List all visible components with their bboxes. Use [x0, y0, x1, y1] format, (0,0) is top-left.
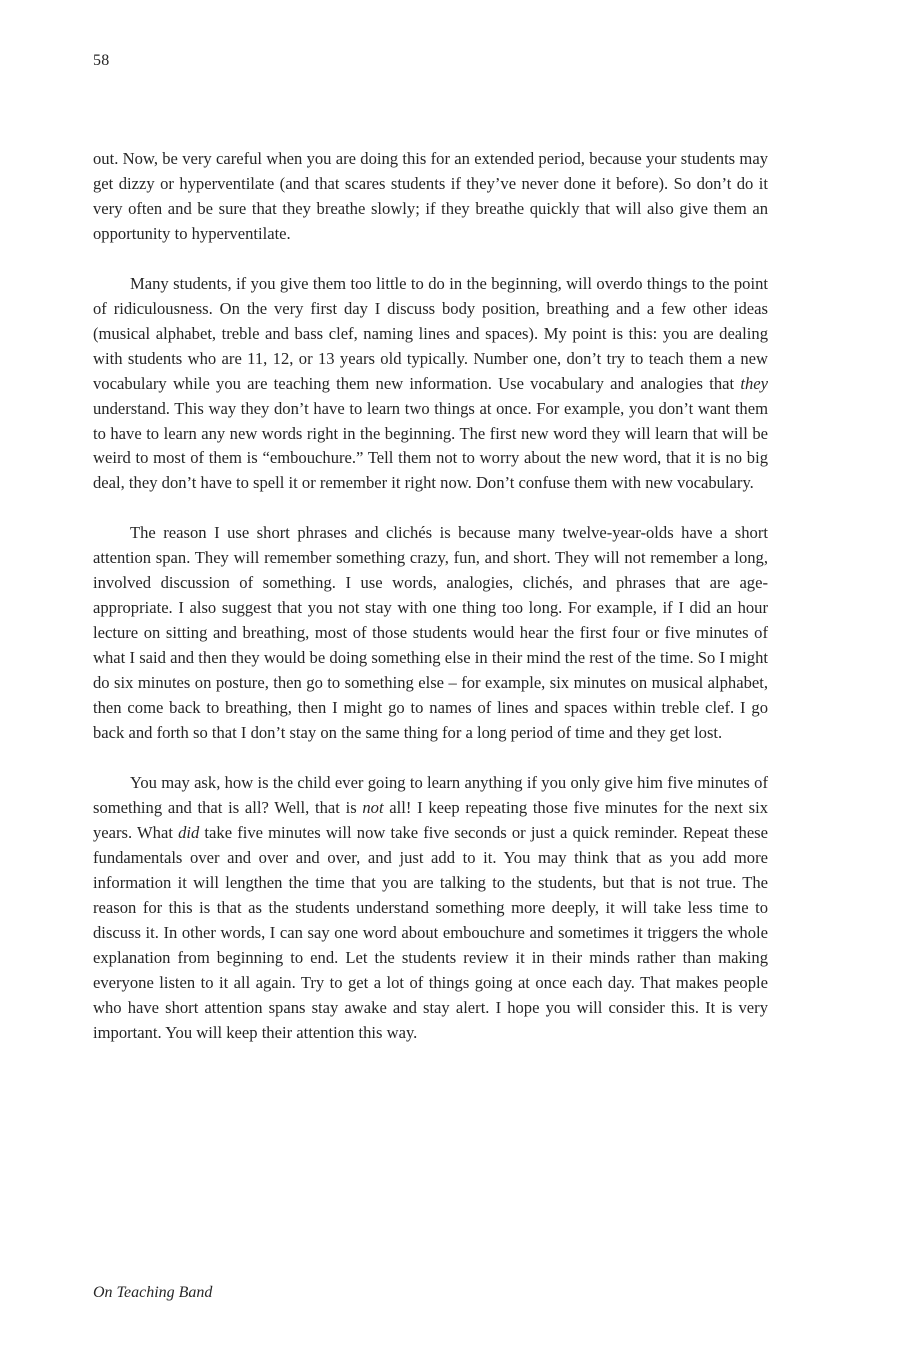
paragraph-4 — [93, 771, 768, 1045]
paragraph-4-text-a: You may ask, how is the child ever going to learn anything if you only give him five minutes of something and that is all? Well, that is — [93, 772, 768, 817]
paragraph-1-text: out. Now, be very careful when you are doing this for an extended period, because your students may get dizzy or hyperventilate (and that scares students if they’ve never done it before). So don’t do it very often and be sure that they breathe slowly; if they breathe quickly that will also give them an opportunity to hyperventilate. — [93, 149, 768, 243]
running-footer-title: On Teaching Band — [93, 1284, 213, 1301]
paragraph-4-emphasis-not: not — [362, 797, 384, 817]
paragraph-2-emphasis-they: they — [740, 373, 768, 393]
paragraph-2-text-a: Many students, if you give them too little to do in the beginning, will overdo things to the point of ridiculousness. On the very first day I discuss body position, breathing and a few other ideas (musical alphabet, treble and bass clef, naming lines and spaces). My point is this: you are dealing with students who are 11, 12, or 13 years old typically. Number one, don’t try to teach them a new vocabulary while you are teaching them new information. Use vocabulary and analogies that — [93, 273, 768, 393]
paragraph-2-text-b: understand. This way they don’t have to learn two things at once. For example, you don’t want them to have to learn any new words right in the beginning. The first new word they will learn that will be weird to most of them is “embouchure.” Tell them not to worry about the new word, that it is no big deal, they don’t have to spell it or remember it right now. Don’t confuse them with new vocabulary. — [93, 398, 768, 493]
paragraph-3 — [93, 521, 768, 746]
paragraph-4-text-c: take five minutes will now take five seconds or just a quick reminder. Repeat these fundamentals over and over and over, and just add to it. You may think that as you add more information it will lengthen the time that you are talking to the students, but that is not true. The reason for this is that as the students understand something more deeply, it will take less time to discuss it. In other words, I can say one word about embouchure and sometimes it triggers the whole explanation from beginning to end. Let the students review it in their minds rather than making everyone listen to it all again. Try to get a lot of things going at once each day. That makes people who have short attention spans stay awake and stay alert. I hope you will consider this. It is very important. You will keep their attention this way. — [93, 822, 769, 1042]
paragraph-3-text: The reason I use short phrases and clichés is because many twelve-year-olds have a short attention span. They will remember something crazy, fun, and short. They will not remember a long, involved discussion of something. I use words, analogies, clichés, and phrases that are age-appropriate. I also suggest that you not stay with one thing too long. For example, if I did an hour lecture on sitting and breathing, most of those students would hear the first four or five minutes of what I said and then they would be doing something else in their mind the rest of the time. So I might do six minutes on posture, then go to something else – for example, six minutes on musical alphabet, then come back to breathing, then I might go to names of lines and spaces within treble clef. I go back and forth so that I don’t stay on the same thing for a long period of time and they get lost. — [93, 523, 768, 743]
paragraph-4-emphasis-did: did — [178, 822, 200, 842]
paragraph-2 — [93, 272, 768, 497]
body-text — [93, 147, 768, 1070]
paragraph-4-text-b: all! I keep repeating those five minutes for the next six years. What — [93, 797, 768, 842]
page-number: 58 — [93, 52, 110, 69]
paragraph-1 — [93, 147, 768, 247]
